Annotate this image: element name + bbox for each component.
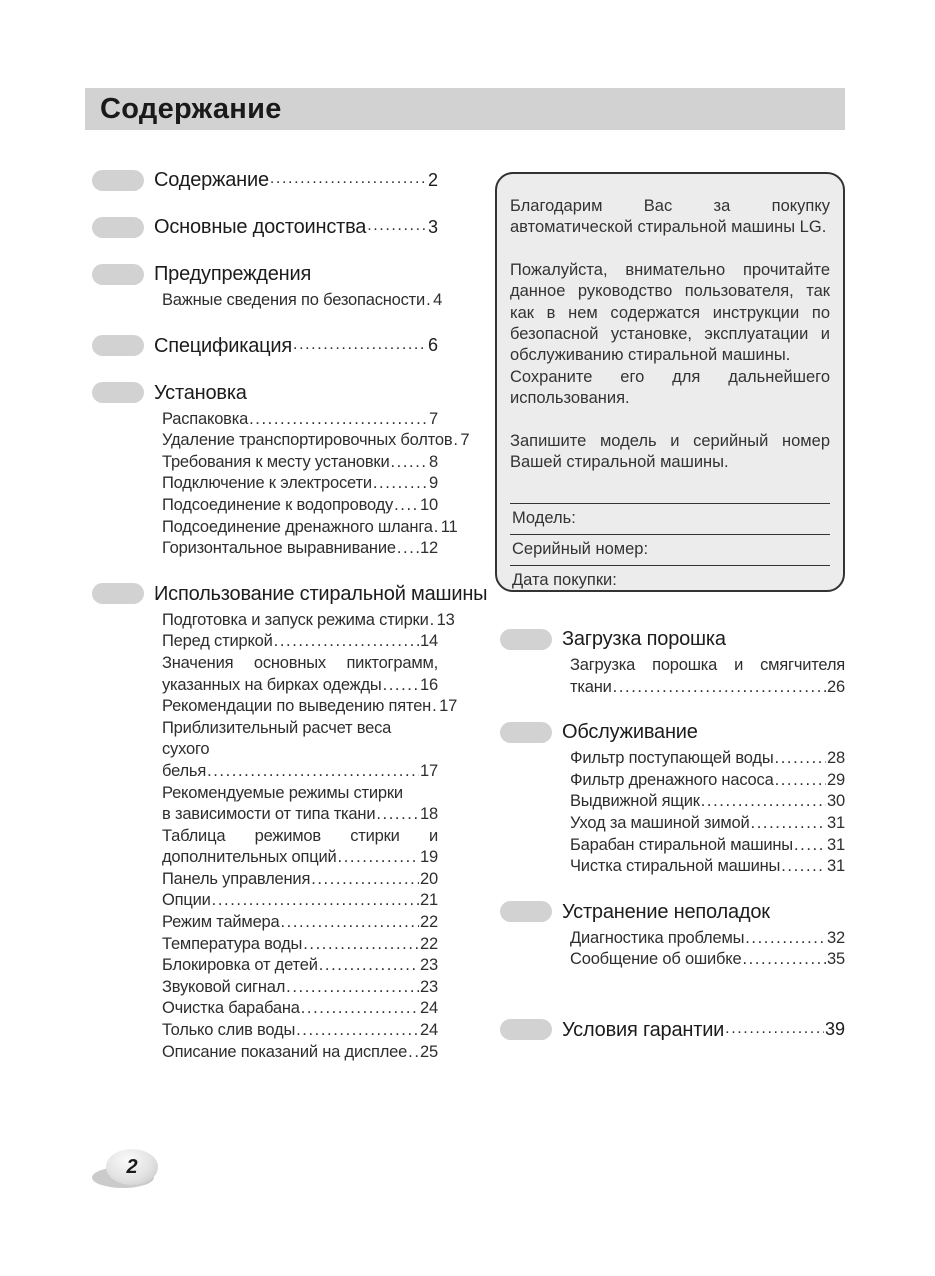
toc-entry-text: Подготовка и запуск режима стирки: [162, 610, 429, 629]
toc-leader-dots: [613, 677, 826, 699]
toc-entries: [92, 409, 470, 560]
info-box: [495, 172, 845, 592]
toc-entry: [162, 890, 438, 912]
section-head: [500, 626, 845, 652]
toc-page-number: 7: [460, 431, 470, 450]
toc-entry-line: [162, 538, 438, 560]
toc-entry-text: Только слив воды: [162, 1021, 296, 1040]
toc-entry-line: [570, 949, 845, 971]
toc-entry-text: Панель управления: [162, 869, 311, 888]
toc-entry-text: Удаление транспортировочных болтов: [162, 431, 453, 450]
toc-entry-line: [162, 290, 443, 312]
toc-section: [92, 581, 488, 1063]
toc-page-number: 17: [439, 697, 458, 716]
section-bullet-icon: [92, 264, 144, 285]
toc-entry: [162, 517, 458, 539]
toc-entry: [570, 856, 845, 878]
page-title: Содержание: [100, 92, 282, 125]
toc-entry-line: Загрузка порошка и смягчителя: [570, 656, 845, 674]
toc-entry-line: Рекомендуемые режимы стирки: [162, 783, 403, 802]
toc-leader-dots: [207, 761, 419, 783]
toc-page-number: 29: [827, 770, 845, 789]
toc-entry: [162, 869, 438, 891]
toc-page-number: 39: [824, 1019, 845, 1040]
section-bullet-icon: [500, 901, 552, 922]
toc-entry-text: Чистка стиральной машины: [570, 857, 781, 876]
page-number: 2: [106, 1149, 158, 1185]
toc-entry-text: Режим таймера: [162, 913, 280, 932]
section-bullet-icon: [92, 335, 144, 356]
toc-page-number: 18: [420, 805, 438, 824]
toc-entry-text: Рекомендации по выведению пятен: [162, 697, 432, 716]
toc-entry-line: [570, 791, 845, 813]
section-title: Устранение неполадок: [562, 900, 770, 923]
toc-entry-text: Диагностика проблемы: [570, 928, 745, 947]
purchase-date-field-label: Дата покупки:: [510, 565, 830, 592]
toc-page-number: 28: [827, 749, 845, 768]
section-bullet-icon: [92, 170, 144, 191]
toc-entry-line: [570, 928, 845, 950]
toc-leader-dots: [430, 610, 436, 632]
toc-page-number: 17: [420, 761, 438, 780]
section-title: Содержание: [154, 169, 269, 191]
toc-entry-line: [162, 955, 438, 977]
toc-entry-line: [162, 869, 438, 891]
toc-entry-line: [162, 804, 438, 826]
info-paragraph: Благодарим Вас за покупку автоматической стиральной машины LG.: [510, 197, 830, 237]
toc-entry-text: дополнительных опций: [162, 848, 337, 867]
toc-leader-dots: [751, 813, 827, 835]
toc-entry-text: Звуковой сигнал: [162, 977, 286, 996]
toc-leader-dots: [432, 696, 438, 718]
toc-entries: [500, 655, 845, 698]
toc-entry-text: Требования к месту установки: [162, 452, 390, 471]
toc-leader-dots: [397, 538, 419, 560]
toc-leader-dots: [775, 770, 826, 792]
toc-leader-dots: [453, 430, 459, 452]
toc-leader-dots: [701, 791, 826, 813]
toc-entry-line: [162, 847, 438, 869]
toc-page-number: 31: [827, 835, 845, 854]
section-head: [92, 581, 488, 607]
toc-entry-line: [162, 761, 438, 783]
toc-entry-line: [570, 835, 845, 857]
toc-entry: [570, 928, 845, 950]
toc-page-number: 9: [429, 474, 438, 493]
toc-entry: [570, 748, 845, 770]
toc-page-number: 2: [427, 169, 438, 190]
section-title: Условия гарантии: [562, 1018, 725, 1041]
toc-entry: [162, 955, 438, 977]
section-title: Обслуживание: [562, 721, 698, 744]
toc-leader-dots: [781, 856, 826, 878]
toc-leader-dots: [373, 473, 428, 495]
toc-section: [92, 167, 438, 193]
toc-entry: [162, 977, 438, 999]
toc-entry: [570, 835, 845, 857]
toc-page-number: 26: [827, 677, 845, 696]
toc-entry-line: [162, 631, 438, 653]
toc-entry-text: в зависимости от типа ткани: [162, 805, 376, 824]
toc-entry: [570, 655, 845, 698]
section-bullet-icon: [500, 1019, 552, 1040]
toc-entry-line: [162, 430, 470, 452]
toc-entry-line: [162, 890, 438, 912]
toc-entry-text: Подключение к электросети: [162, 474, 372, 493]
toc-page-number: 16: [420, 675, 438, 694]
toc-page-number: 14: [420, 632, 438, 651]
section-title: Основные достоинства: [154, 216, 367, 238]
section-title: Установка: [154, 381, 247, 404]
toc-section: [92, 380, 470, 560]
toc-entry: [162, 631, 438, 653]
toc-page-number: 19: [420, 848, 438, 867]
toc-page-number: 20: [420, 869, 438, 888]
toc-entry-text: Барабан стиральной машины: [570, 835, 793, 854]
toc-entry: [162, 409, 438, 431]
section-head: [92, 261, 438, 287]
toc-page-number: 24: [420, 999, 438, 1018]
toc-entry: [162, 826, 438, 869]
toc-entry-text: Выдвижной ящик: [570, 792, 700, 811]
toc-entry-text: Сообщение об ошибке: [570, 950, 742, 969]
toc-page-number: 13: [436, 610, 455, 629]
toc-entry: [162, 696, 458, 718]
toc-leader-dots: [725, 1020, 824, 1038]
toc-leader-dots: [367, 217, 427, 235]
toc-leader-dots: [338, 847, 420, 869]
toc-entry-line: [570, 748, 845, 770]
toc-entry: [570, 949, 845, 971]
toc-entry-line: [570, 677, 845, 699]
section-head: [92, 380, 438, 406]
toc-leader-dots: [775, 748, 827, 770]
section-head: [92, 167, 438, 193]
section-bullet-icon: [92, 382, 144, 403]
toc-entry-line: [162, 495, 438, 517]
toc-entry: [162, 653, 438, 696]
toc-entry-line: [570, 856, 845, 878]
toc-page-number: 22: [420, 934, 438, 953]
section-bullet-icon: [92, 583, 144, 604]
toc-section: [500, 719, 845, 878]
section-bullet-icon: [92, 217, 144, 238]
info-paragraph: Сохраните его для дальнейшего использования.: [510, 367, 830, 408]
toc-entries: [500, 748, 845, 878]
toc-leader-dots: [212, 890, 419, 912]
toc-entry: [162, 1042, 438, 1064]
toc-entry-line: [162, 473, 438, 495]
toc-entry: [162, 1020, 438, 1042]
toc-section: [92, 261, 443, 312]
toc-page-number: 23: [420, 956, 438, 975]
section-bullet-icon: [500, 629, 552, 650]
toc-page-number: 12: [420, 539, 438, 558]
toc-leader-dots: [270, 170, 427, 188]
serial-number-field-label: Серийный номер:: [510, 534, 830, 565]
toc-entry: [162, 998, 438, 1020]
toc-entries: [92, 610, 458, 1063]
toc-entry-text: Фильтр дренажного насоса: [570, 770, 774, 789]
toc-leader-dots: [286, 977, 419, 999]
info-paragraph: Пожалуйста, внимательно прочитайте данное руководство пользователя, так как в нем содержатся инструкции по безопасной установке, эксплуатации и обслуживанию стиральной машины.: [510, 260, 830, 365]
toc-entry-line: Значения основных пиктограмм,: [162, 653, 438, 672]
toc-page-number: 31: [827, 813, 845, 832]
toc-entry-line: [162, 452, 438, 474]
toc-right-column: [500, 626, 845, 1064]
model-field-label: Модель:: [510, 503, 830, 534]
toc-entry-text: Перед стиркой: [162, 632, 273, 651]
toc-entry-line: [162, 517, 458, 539]
toc-entry-line: [570, 813, 845, 835]
toc-entry-text: Опции: [162, 891, 211, 910]
toc-page-number: 21: [420, 891, 438, 910]
toc-entry: [162, 290, 443, 312]
toc-entry-text: Подсоединение дренажного шланга: [162, 517, 433, 536]
info-paragraph: Запишите модель и серийный номер Вашей стиральной машины.: [510, 431, 830, 472]
toc-entry: [162, 473, 438, 495]
toc-entry: [162, 783, 438, 826]
page-number-bubble: [92, 1149, 184, 1195]
toc-leader-dots: [296, 1020, 419, 1042]
toc-entry-line: [162, 912, 438, 934]
toc-entry-line: [570, 770, 845, 792]
toc-leader-dots: [390, 452, 428, 474]
page-header-bar: [85, 88, 845, 130]
toc-page-number: 8: [429, 452, 438, 471]
record-fields: [510, 503, 830, 592]
toc-entry-text: Уход за машиной зимой: [570, 813, 750, 832]
section-head: [92, 333, 438, 359]
toc-page-number: 3: [427, 216, 438, 237]
section-title: Загрузка порошка: [562, 628, 726, 650]
toc-entry-text: Распаковка: [162, 409, 249, 428]
toc-entry-text: ткани: [570, 677, 612, 696]
toc-entry-line: [162, 675, 438, 697]
toc-entry: [570, 770, 845, 792]
toc-left-column: [92, 167, 488, 1084]
toc-entry-line: [162, 934, 438, 956]
toc-leader-dots: [383, 675, 419, 697]
toc-leader-dots: [293, 336, 427, 354]
section-title: Использование стиральной машины: [154, 582, 488, 605]
toc-entry-text: Фильтр поступающей воды: [570, 749, 774, 768]
toc-entry-text: белья: [162, 761, 207, 780]
toc-leader-dots: [249, 409, 428, 431]
toc-entry-line: [162, 610, 455, 632]
toc-entry-text: Описание показаний на дисплее: [162, 1042, 408, 1061]
toc-leader-dots: [303, 934, 419, 956]
toc-section: [92, 214, 438, 240]
toc-page-number: 30: [827, 792, 845, 811]
toc-entry-line: [162, 998, 438, 1020]
toc-entry: [162, 452, 438, 474]
toc-leader-dots: [376, 804, 419, 826]
toc-entry-text: Температура воды: [162, 934, 303, 953]
toc-page-number: 22: [420, 913, 438, 932]
toc-page-number: 23: [420, 977, 438, 996]
toc-page-number: 11: [440, 517, 458, 536]
toc-section: [92, 333, 438, 359]
toc-page-number: 35: [827, 950, 845, 969]
toc-page-number: 6: [427, 335, 438, 356]
toc-entry-line: [162, 977, 438, 999]
toc-leader-dots: [394, 495, 419, 517]
toc-page-number: 10: [420, 495, 438, 514]
section-title: Спецификация: [154, 334, 293, 357]
toc-page-number: 25: [420, 1042, 438, 1061]
toc-entry-line: [162, 409, 438, 431]
toc-entries: [92, 290, 443, 312]
toc-leader-dots: [742, 949, 826, 971]
toc-leader-dots: [434, 517, 440, 539]
toc-entry-text: Подсоединение к водопроводу: [162, 495, 394, 514]
toc-entry-text: Важные сведения по безопасности: [162, 291, 426, 309]
toc-entry: [162, 610, 455, 632]
toc-leader-dots: [311, 869, 419, 891]
toc-entries: [500, 928, 845, 971]
toc-entry-text: указанных на бирках одежды: [162, 675, 382, 694]
section-bullet-icon: [500, 722, 552, 743]
section-head: [500, 1017, 845, 1043]
toc-page-number: 32: [827, 928, 845, 947]
toc-page-number: 31: [827, 857, 845, 876]
toc-leader-dots: [794, 835, 826, 857]
toc-leader-dots: [745, 928, 826, 950]
toc-entry-line: [162, 696, 458, 718]
toc-section: [500, 899, 845, 971]
toc-page-number: 24: [420, 1021, 438, 1040]
toc-entry-text: Блокировка от детей: [162, 956, 318, 975]
toc-page-number: 7: [429, 409, 438, 428]
toc-leader-dots: [319, 955, 419, 977]
section-head: [500, 719, 845, 745]
toc-leader-dots: [408, 1042, 419, 1064]
toc-entry-text: Очистка барабана: [162, 999, 300, 1018]
toc-leader-dots: [281, 912, 420, 934]
toc-section: [500, 626, 845, 698]
section-title: Предупреждения: [154, 263, 312, 285]
section-head: [500, 899, 845, 925]
toc-entry: [162, 538, 438, 560]
toc-entry: [570, 791, 845, 813]
toc-entry: [162, 934, 438, 956]
toc-entry: [162, 912, 438, 934]
toc-entry: [162, 495, 438, 517]
toc-entry: [570, 813, 845, 835]
toc-entry: [162, 430, 470, 452]
toc-leader-dots: [301, 998, 419, 1020]
toc-entry-line: Приблизительный расчет веса сухого: [162, 718, 392, 759]
toc-entry-line: [162, 1020, 438, 1042]
toc-section: [500, 1017, 845, 1043]
toc-entry-line: [162, 1042, 438, 1064]
toc-leader-dots: [274, 631, 419, 653]
toc-entry-text: Горизонтальное выравнивание: [162, 539, 396, 558]
toc-leader-dots: [426, 290, 432, 312]
toc-page-number: 4: [433, 291, 443, 309]
section-head: [92, 214, 438, 240]
toc-entry: [162, 718, 438, 783]
toc-entry-line: Таблица режимов стирки и: [162, 826, 438, 845]
